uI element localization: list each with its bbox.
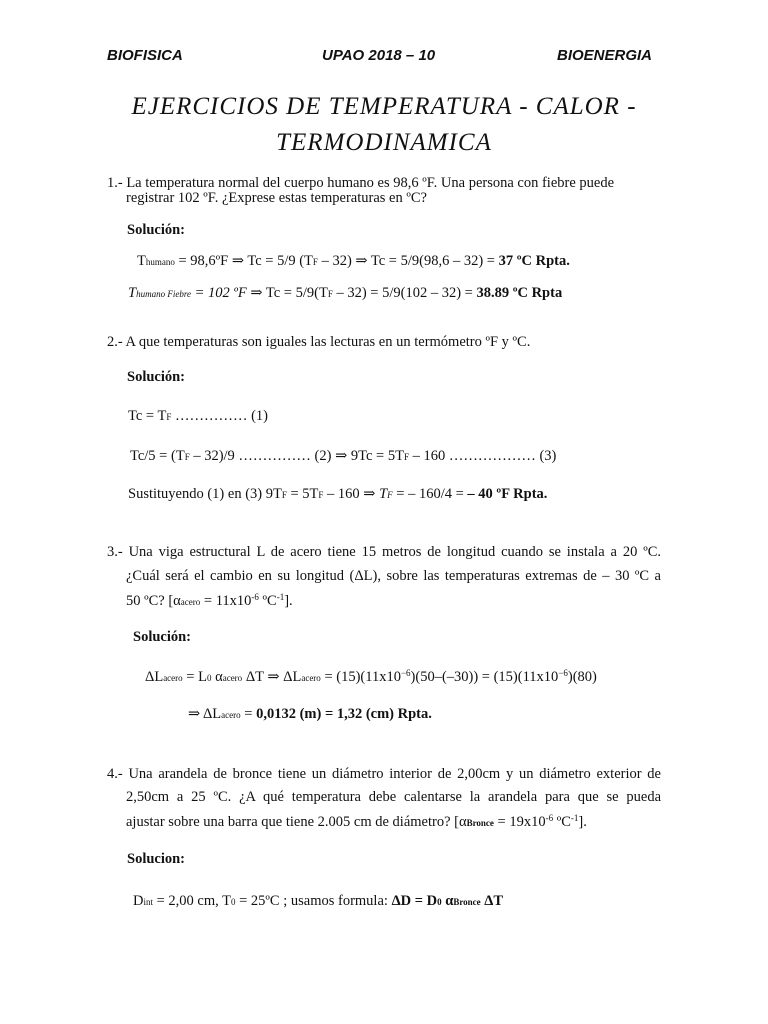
problem-4-solution-label: Solucion: (127, 851, 186, 867)
problem-2-solution-label: Solución: (127, 369, 186, 385)
header-course: BIOFISICA (107, 47, 183, 64)
problem-3-solution-label: Solución: (133, 629, 192, 645)
problem-4-line3: ajustar sobre una barra que tiene 2.005 cm de diámetro? [αBronce = $19x10^{-6}$ ºC$^{-1}$]. (126, 813, 587, 830)
header-topic: BIOENERGIA (557, 47, 653, 64)
problem-3-equation-1: ΔLacero = L0 αacero ΔT ⇒ ΔLacero = $(15)(11x10^{-6})(50-(-30)) = (15)(11x10^{-6})(80)$ (145, 668, 597, 685)
problem-3-equation-2: ⇒ ΔLacero = 0,0132 (m) = 1,32 (cm) Rpta. (188, 706, 432, 722)
page-title-line2: TERMODINAMICA (276, 129, 492, 156)
problem-2-answer: – 40 ºF Rpta. (467, 486, 548, 502)
problem-2-line1: 2.- A que temperaturas son iguales las lecturas en un termómetro ºF y ºC. (107, 334, 531, 350)
problem-1-answer-2: 38.89 ºC Rpta (476, 285, 563, 301)
problem-1-equation-2: Thumano Fiebre = 102 ºF ⇒ Tc = 5/9(TF – 32) = 5/9(102 – 32) = 38.89 ºC Rpta (128, 285, 563, 301)
problem-4-line2: 2,50cm a 25 ºC. ¿A qué temperatura debe calentarse la arandela para que se pueda (126, 789, 661, 805)
problem-2-equation-1: Tc = TF …………… (1) (128, 408, 268, 424)
problem-1-line2: registrar 102 ºF. ¿Exprese estas temperaturas en ºC? (126, 190, 427, 206)
problem-3-line2: ¿Cuál será el cambio en su longitud (ΔL), sobre las temperaturas extremas de – 30 ºC a (126, 568, 661, 584)
problem-2-equation-2: Tc/5 = (TF – 32)/9 …………… (2) ⇒ 9Tc = 5TF – 160 ……………… (3) (130, 448, 557, 464)
problem-2-equation-3: Sustituyendo (1) en (3) 9TF = 5TF – 160 ⇒ TF = – 160/4 = – 40 ºF Rpta. (128, 486, 548, 502)
problem-1-solution-label: Solución: (127, 222, 186, 238)
problem-3-answer: 0,0132 (m) = 1,32 (cm) Rpta. (256, 706, 432, 722)
problem-3-line3: 50 ºC? [αacero = $11x10^{-6}$ ºC$^{-1}$]. (126, 592, 293, 609)
problem-4-equation-1: Dint = 2,00 cm, T0 = 25ºC ; usamos formula: ΔD = D0 αBronce ΔT (133, 893, 504, 909)
problem-3-line1: 3.- Una viga estructural L de acero tiene 15 metros de longitud cuando se instala a 20 ºC. (107, 544, 661, 560)
problem-1-equation-1: Thumano = 98,6ºF ⇒ Tc = 5/9 (TF – 32) ⇒ Tc = 5/9(98,6 – 32) = 37 ºC Rpta. (137, 253, 570, 269)
page-title-line1: EJERCICIOS DE TEMPERATURA - CALOR - (131, 93, 637, 120)
problem-1-line1: 1.- La temperatura normal del cuerpo humano es 98,6 ºF. Una persona con fiebre puede (107, 175, 615, 191)
header-term: UPAO 2018 – 10 (322, 47, 436, 64)
problem-1-answer-1: 37 ºC Rpta. (498, 253, 570, 269)
problem-4-line1: 4.- Una arandela de bronce tiene un diámetro interior de 2,00cm y un diámetro exterior de (107, 766, 661, 782)
